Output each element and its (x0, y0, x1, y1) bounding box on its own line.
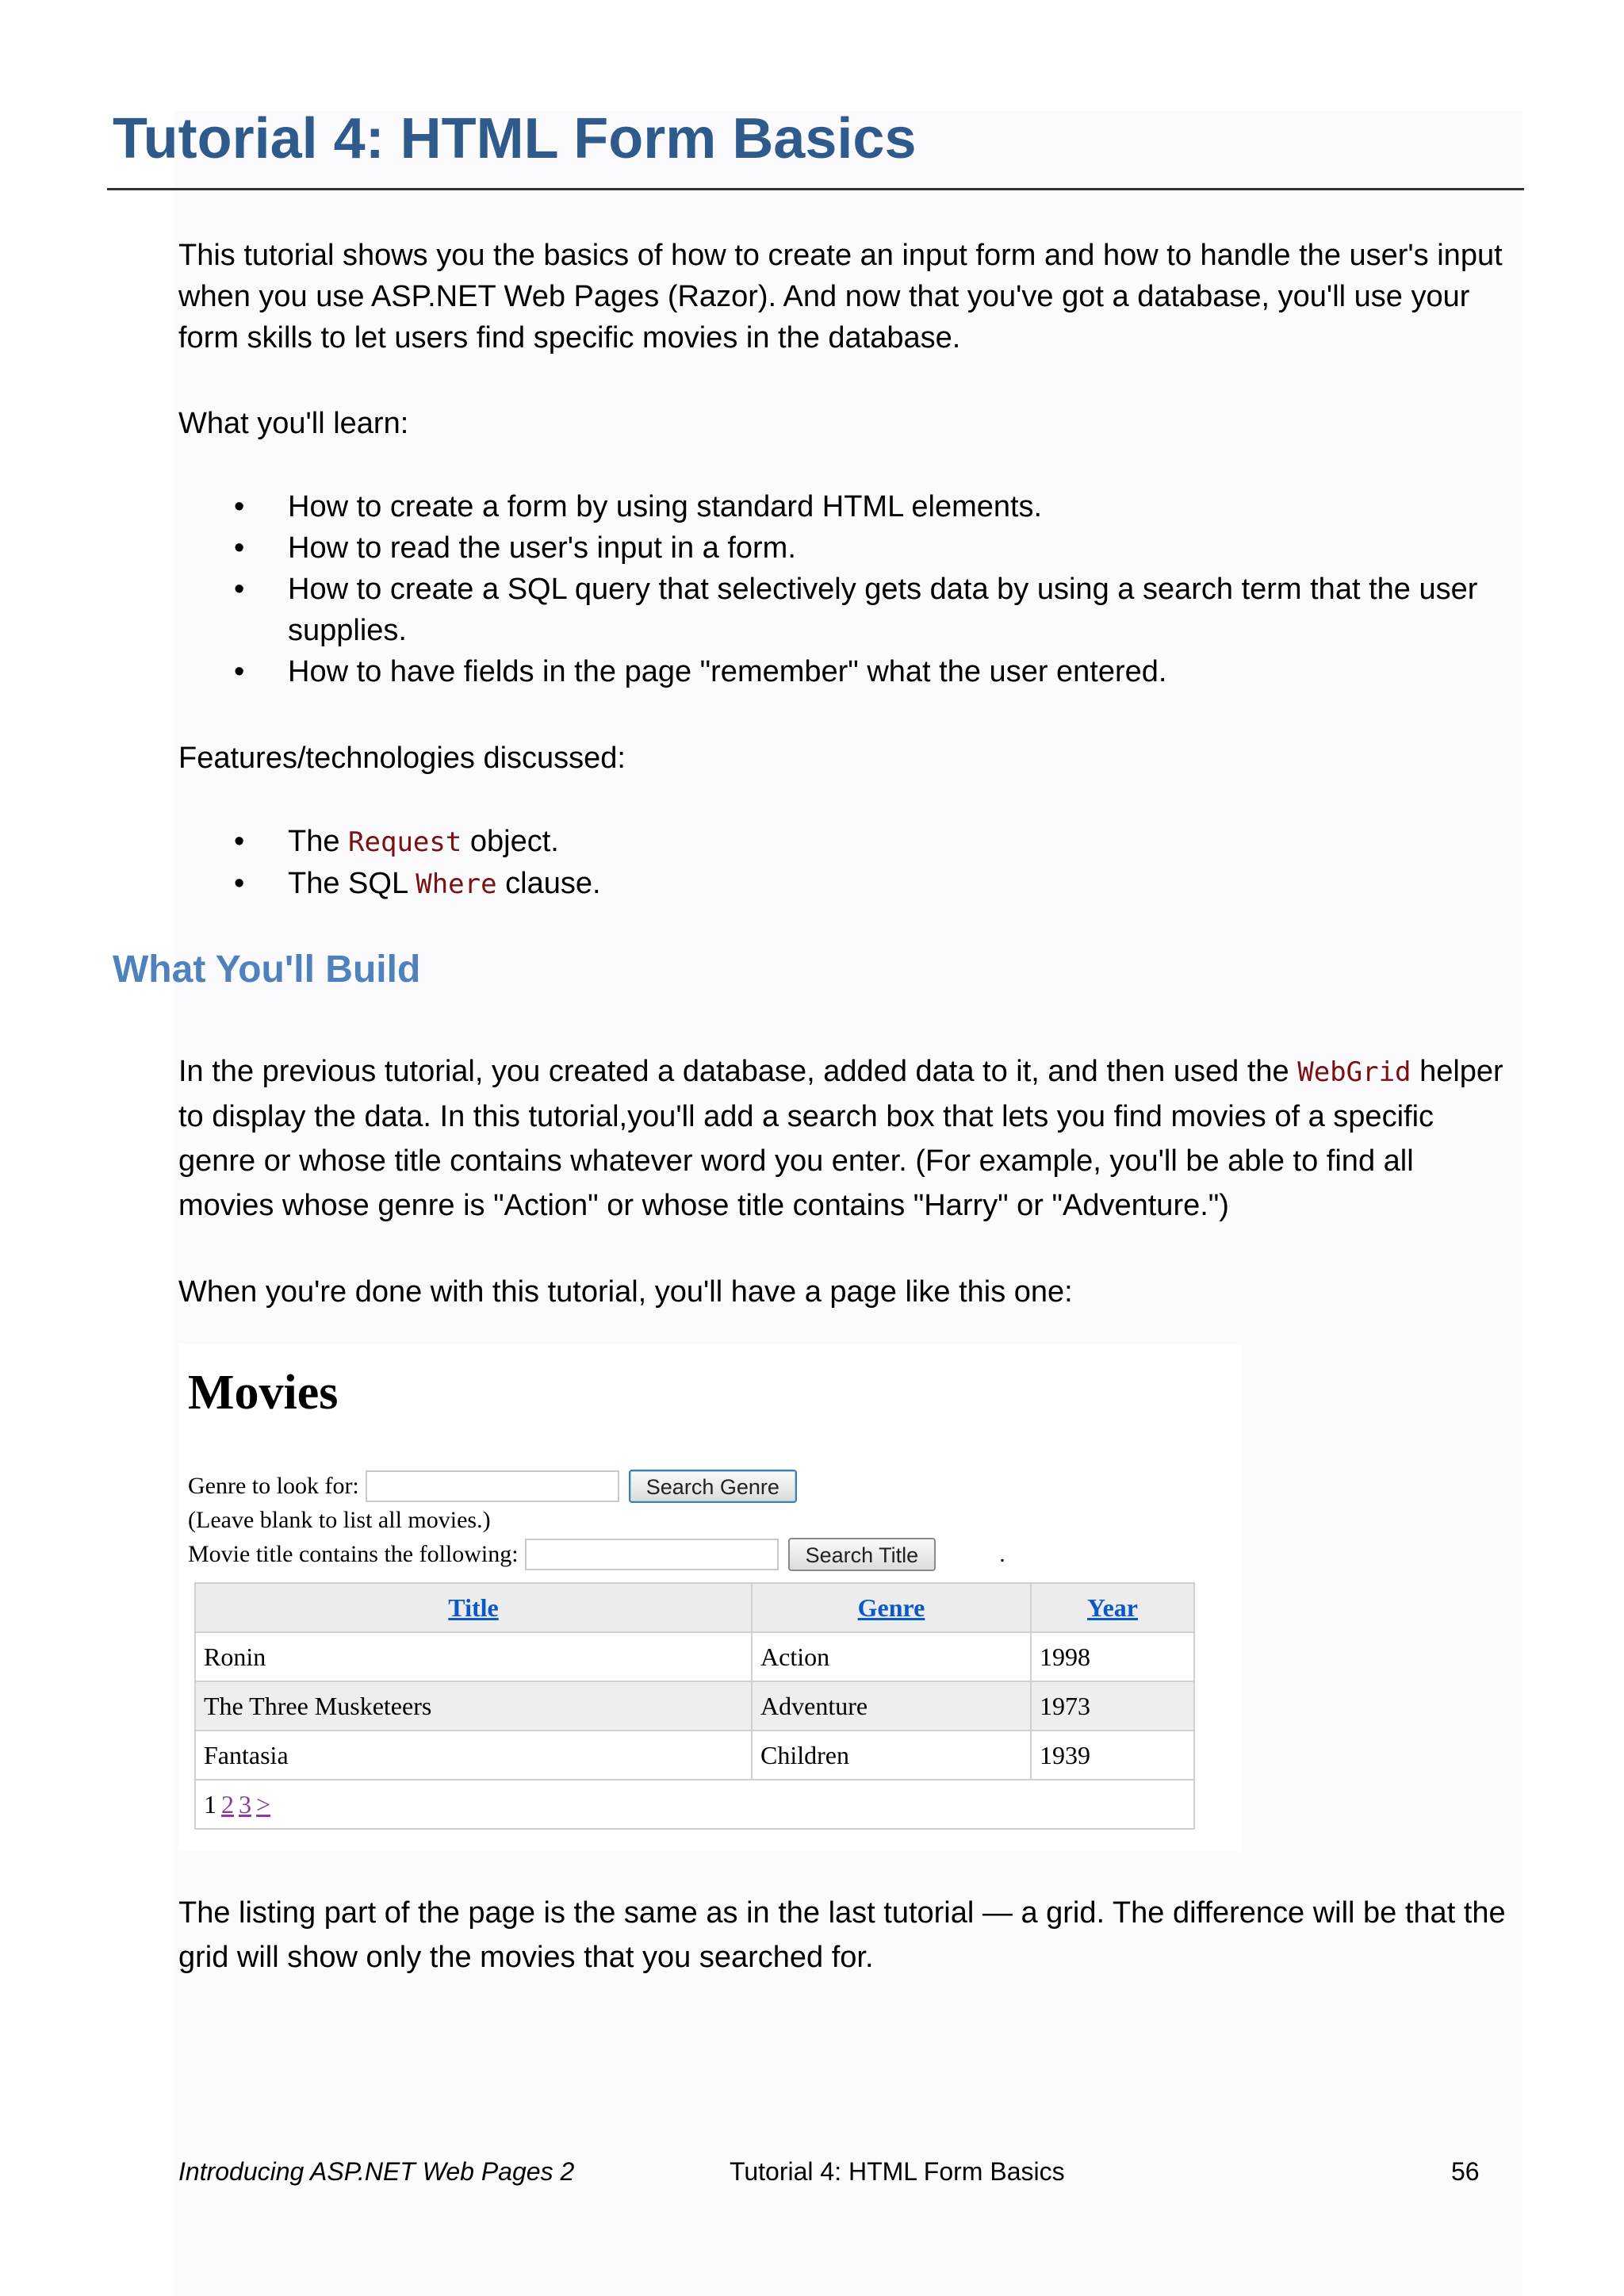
code-where: Where (416, 868, 497, 900)
grid-header-row (195, 1583, 1194, 1632)
list-item (178, 863, 1511, 905)
sort-title-link[interactable]: Title (448, 1593, 499, 1622)
list-item (178, 821, 1511, 863)
build-after: helper to display the data. In this tutorial,you'll add a search box that lets you find movies of a specific genre or whose title contains whatever word you enter. (For example, you'll be able to find all movies whose genre is "Action" or whose title contains "Harry" or "Adventure.") (178, 1055, 1503, 1222)
sort-genre-link[interactable]: Genre (857, 1593, 925, 1622)
features-heading: Features/technologies discussed: (178, 742, 626, 775)
column-header-genre (752, 1583, 1031, 1632)
cell-year: 1973 (1031, 1681, 1194, 1731)
pager-link-2[interactable]: 2 (221, 1789, 234, 1819)
hint-row (188, 1507, 491, 1534)
pager-next-link[interactable]: > (256, 1789, 271, 1819)
cell-genre: Adventure (752, 1681, 1031, 1731)
learn-list (178, 486, 1511, 692)
bullet-icon: • (234, 655, 245, 688)
listing-paragraph: The listing part of the page is the same as in the last tutorial — a grid. The difference will be that the grid will show only the movies that you searched for. (178, 1896, 1506, 1974)
cell-year: 1939 (1031, 1731, 1194, 1780)
bullet-icon: • (234, 867, 245, 900)
sort-year-link[interactable]: Year (1087, 1593, 1138, 1622)
feature-before: The (288, 825, 349, 858)
bullet-icon: • (234, 490, 245, 523)
search-title-button[interactable]: Search Title (788, 1538, 936, 1571)
features-list (178, 821, 1511, 905)
learn-heading: What you'll learn: (178, 407, 409, 440)
pager (195, 1780, 1194, 1829)
title-row (188, 1538, 1005, 1571)
bullet-icon: • (234, 825, 245, 858)
list-item-text: How to have fields in the page "remember" what the user entered. (288, 655, 1167, 688)
page-title: Tutorial 4: HTML Form Basics (113, 107, 917, 171)
table-row (195, 1632, 1194, 1681)
cell-title: The Three Musketeers (195, 1681, 752, 1731)
feature-after: object. (462, 825, 559, 858)
genre-row (188, 1470, 797, 1503)
list-item (178, 486, 1511, 527)
list-item-text: How to create a SQL query that selectively gets data by using a search term that the user supplies. (288, 573, 1478, 647)
list-item (178, 651, 1511, 692)
done-paragraph: When you're done with this tutorial, you'll have a page like this one: (178, 1275, 1073, 1309)
title-input[interactable] (525, 1539, 779, 1570)
build-before: In the previous tutorial, you created a database, added data to it, and then used the (178, 1055, 1298, 1088)
cell-genre: Children (752, 1731, 1031, 1780)
bullet-icon: • (234, 573, 245, 606)
list-item (178, 527, 1511, 569)
title-label: Movie title contains the following: (188, 1541, 519, 1567)
footer-book-title: Introducing ASP.NET Web Pages 2 (178, 2157, 575, 2186)
list-item-text: How to read the user's input in a form. (288, 531, 796, 565)
column-header-title (195, 1583, 752, 1632)
movies-screenshot (178, 1344, 1241, 1852)
cell-title: Ronin (195, 1632, 752, 1681)
code-webgrid: WebGrid (1297, 1056, 1411, 1088)
feature-after: clause. (496, 867, 601, 900)
feature-before: The SQL (288, 867, 416, 900)
intro-paragraph: This tutorial shows you the basics of how to create an input form and how to handle the user's input when you use ASP.NET Web Pages (Razor). And now that you've got a database, you'll use your form skills to let users find specific movies in the database. (178, 239, 1503, 355)
bullet-icon: • (234, 531, 245, 565)
table-row (195, 1681, 1194, 1731)
cell-title: Fantasia (195, 1731, 752, 1780)
build-paragraph (178, 1049, 1511, 1228)
pager-current: 1 (204, 1789, 216, 1819)
cell-year: 1998 (1031, 1632, 1194, 1681)
blank-hint: (Leave blank to list all movies.) (188, 1507, 491, 1533)
table-row (195, 1731, 1194, 1780)
code-request: Request (348, 826, 462, 858)
cell-genre: Action (752, 1632, 1031, 1681)
pager-row (195, 1780, 1194, 1829)
footer-chapter: Tutorial 4: HTML Form Basics (730, 2157, 1065, 2186)
footer-page-number: 56 (1451, 2157, 1480, 2186)
genre-label: Genre to look for: (188, 1473, 359, 1499)
list-item-text: How to create a form by using standard HTML elements. (288, 490, 1043, 523)
genre-input[interactable] (366, 1470, 619, 1502)
movies-heading: Movies (188, 1366, 339, 1420)
section-heading: What You'll Build (113, 949, 421, 991)
search-genre-button[interactable]: Search Genre (629, 1470, 797, 1503)
title-divider (107, 188, 1524, 190)
column-header-year (1031, 1583, 1194, 1632)
pager-link-3[interactable]: 3 (239, 1789, 251, 1819)
list-item (178, 569, 1511, 651)
movies-grid (194, 1582, 1195, 1830)
trailing-dot: . (999, 1541, 1005, 1567)
